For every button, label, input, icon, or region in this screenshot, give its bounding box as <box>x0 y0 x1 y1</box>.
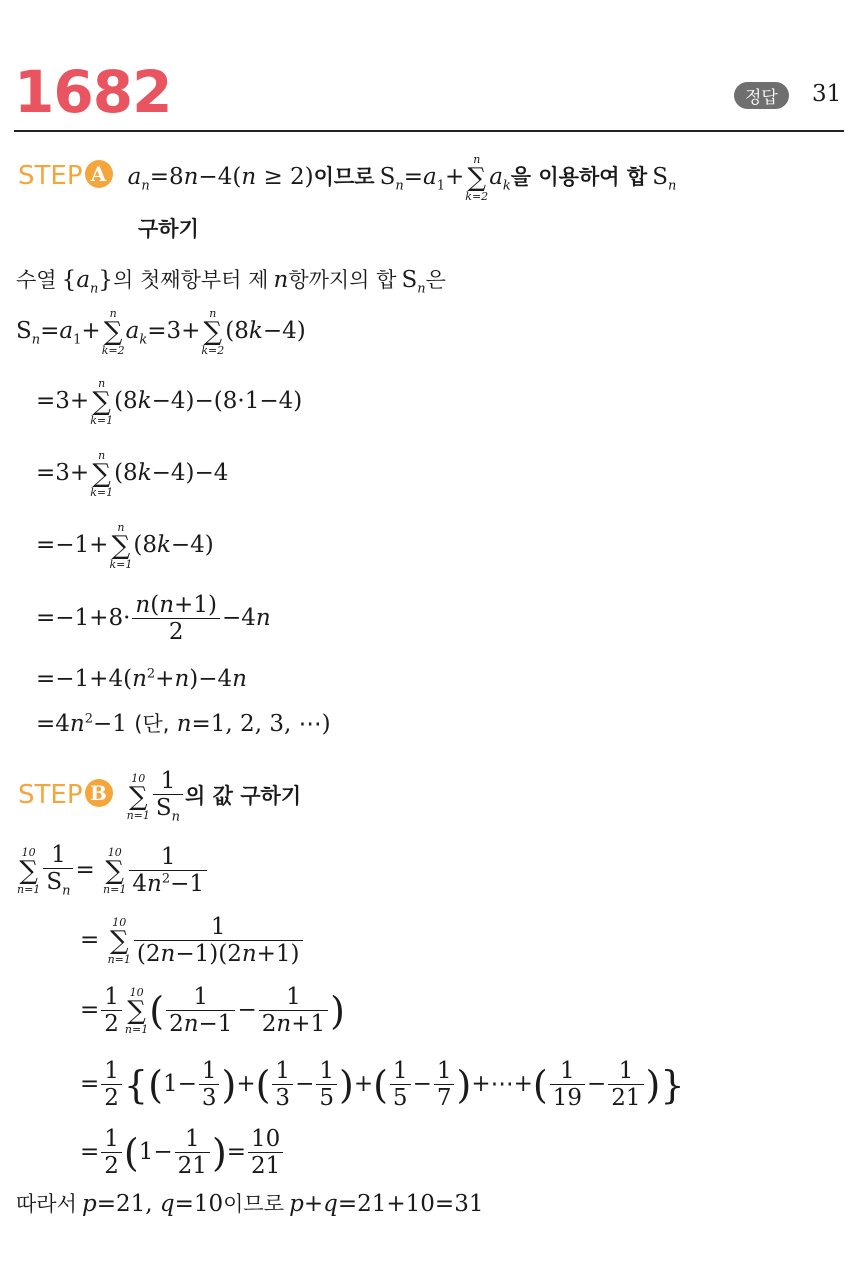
derivation-line-1: $S_n=a_1+$ n ∑ k=2 $a_k=3+$ n ∑ k=2 (8k−4) <box>16 307 306 357</box>
derivation-b-line-5: = $\frac{1}{2}$ (1− $\frac{1}{21}$ )= $\frac{10}{21}$ <box>80 1126 285 1180</box>
step-b-heading: STEP B 10 ∑ n=1 $\frac{1}{S_n}$ 의 값 구하기 <box>18 768 302 826</box>
step-b-title: 의 값 구하기 <box>185 783 302 808</box>
derivation-line-3: =3+ n ∑ k=1 (8k−4)−4 <box>36 449 229 499</box>
step-a-heading <box>18 154 676 202</box>
step-a-title-2: 을 이용하여 합 <box>510 165 648 189</box>
step-a-formula-1: $a_n=8n-4(n \ge 2)$ <box>127 164 314 194</box>
header-rule <box>14 130 844 132</box>
derivation-b-line-4: = $\frac{1}{2}$ {(1− $\frac{1}{3}$ )+( $\frac{1}{3}$ − $\frac{1}{5}$ )+( $\frac{1}{5}$ − $\frac{1}{7}$ )+⋯+( $\frac{1}{19}$ − $\frac{1}{21}$ )} <box>80 1058 685 1112</box>
step-a-title-line2: 구하기 <box>138 217 199 241</box>
step-b-letter-icon: B <box>85 779 113 807</box>
derivation-line-7: $=4n^2-1$ (단, n=1, 2, 3, ⋯) <box>36 711 331 737</box>
conclusion-line: 따라서 p=21, q=10이므로 p+q=21+10=31 <box>16 1191 484 1217</box>
derivation-line-4: =−1+ n ∑ k=1 (8k−4) <box>36 521 214 571</box>
step-b-label: STEP <box>18 779 83 810</box>
derivation-b-line-2: = 10 ∑ n=1 $\frac{1}{(2n-1)(2n+1)}$ <box>80 914 305 968</box>
step-a-intro: 수열 $\{a_n\}$의 첫째항부터 제 n항까지의 합 $S_n$은 <box>16 267 446 297</box>
derivation-line-2: =3+ n ∑ k=1 (8k−4)−(8·1−4) <box>36 377 303 427</box>
answer-value: 31 <box>812 81 842 107</box>
derivation-line-5: =−1+8· $\frac{n(n+1)}{2}$ −4n <box>36 592 271 646</box>
step-a-title-1: 이므로 <box>313 165 375 189</box>
derivation-b-line-3: = $\frac{1}{2}$ 10 ∑ n=1 ( $\frac{1}{2n-1}$ − $\frac{1}{2n+1}$ ) <box>80 984 345 1038</box>
step-a-formula-2: $S_n=a_1+$ n ∑ k=2 $a_k$ <box>379 153 511 203</box>
step-a-label: STEP <box>18 161 83 191</box>
derivation-b-line-1: 10 ∑ n=1 $\frac{1}{S_n}$ = 10 ∑ n=1 $\frac{1}{4n^2-1}$ <box>16 842 209 900</box>
step-a-formula-3: $S_n$ <box>652 164 677 194</box>
derivation-line-6: $=-1+4(n^2+n)-4n$ <box>36 666 247 692</box>
step-a-letter-icon: A <box>85 160 113 188</box>
problem-number: 1682 <box>14 58 172 126</box>
answer-badge: 정답 <box>734 82 789 109</box>
